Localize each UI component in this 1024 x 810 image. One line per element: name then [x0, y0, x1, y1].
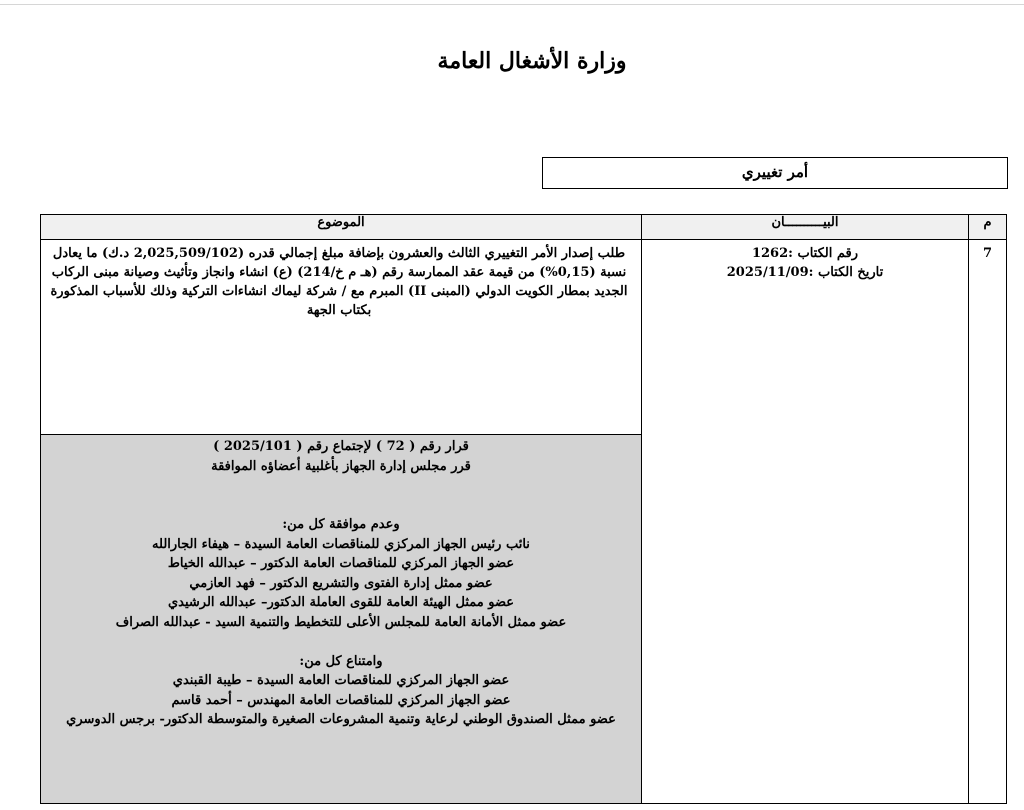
- disagree-member: عضو الجهاز المركزي للمناقصات العامة الدكتور – عبدالله الخياط: [167, 556, 515, 571]
- change-order-table: [40, 214, 1007, 804]
- decision-cell: [41, 435, 642, 804]
- decision-approval: قرر مجلس إدارة الجهاز بأغلبية أعضاؤه الموافقة: [211, 458, 471, 474]
- table-header-row: [41, 215, 1007, 240]
- disagree-title: وعدم موافقة كل من:: [282, 517, 400, 532]
- abstain-member: عضو الجهاز المركزي للمناقصات العامة السيدة – طيبة القبندي: [172, 673, 510, 688]
- subject-cell: [41, 240, 642, 435]
- abstain-member: عضو ممثل الصندوق الوطني لرعاية وتنمية المشروعات الصغيرة والمتوسطة الدكتور- برجس الدوسري: [66, 712, 616, 727]
- header-num: م: [969, 215, 1007, 240]
- subject-text: طلب إصدار الأمر التغييري الثالث والعشرون بإضافة مبلغ إجمالي قدره (2,025,509/102 د.ك) ما يعادل نسبة (0,15%) من قيمة عقد الممارسة رقم (هـ م خ/214) (ع) انشاء وانجاز وتأثيث وصيانة مبنى الركاب الجديد بمطار الكويت الدولي (المبنى II) المبرم مع / شركة ليماك انشاءات التركية وذلك للأسباب المذكورة بكتاب الجهة: [50, 246, 628, 318]
- row-statement: [642, 240, 969, 804]
- abstain-member: عضو الجهاز المركزي للمناقصات العامة المهندس – أحمد قاسم: [171, 692, 511, 708]
- top-divider: [0, 4, 1024, 5]
- letter-number: رقم الكتاب :1262: [751, 246, 859, 261]
- decision-number: قرار رقم ( 72 ) لإجتماع رقم ( 2025/101 ): [213, 439, 469, 454]
- table-row: [41, 240, 1007, 435]
- header-bayan: البيــــــــــان: [642, 215, 969, 240]
- abstain-title: وامتناع كل من:: [299, 653, 383, 669]
- disagree-member: عضو ممثل الهيئة العامة للقوى العاملة الدكتور– عبدالله الرشيدي: [167, 595, 514, 610]
- header-subject: الموضوع: [41, 215, 642, 240]
- row-number: 7: [969, 240, 1007, 804]
- ministry-title: وزارة الأشغال العامة: [437, 48, 627, 74]
- letter-date: تاريخ الكتاب :2025/11/09: [726, 265, 884, 280]
- disagree-member: عضو ممثل إدارة الفتوى والتشريع الدكتور – فهد العازمي: [189, 575, 493, 591]
- disagree-member: عضو ممثل الأمانة العامة للمجلس الأعلى للتخطيط والتنمية السيد - عبدالله الصراف: [115, 614, 567, 630]
- decision-block: [41, 435, 641, 803]
- disagree-member: نائب رئيس الجهاز المركزي للمناقصات العامة السيدة – هيفاء الجارالله: [152, 536, 530, 552]
- change-order-title: أمر تغييري: [542, 157, 1008, 189]
